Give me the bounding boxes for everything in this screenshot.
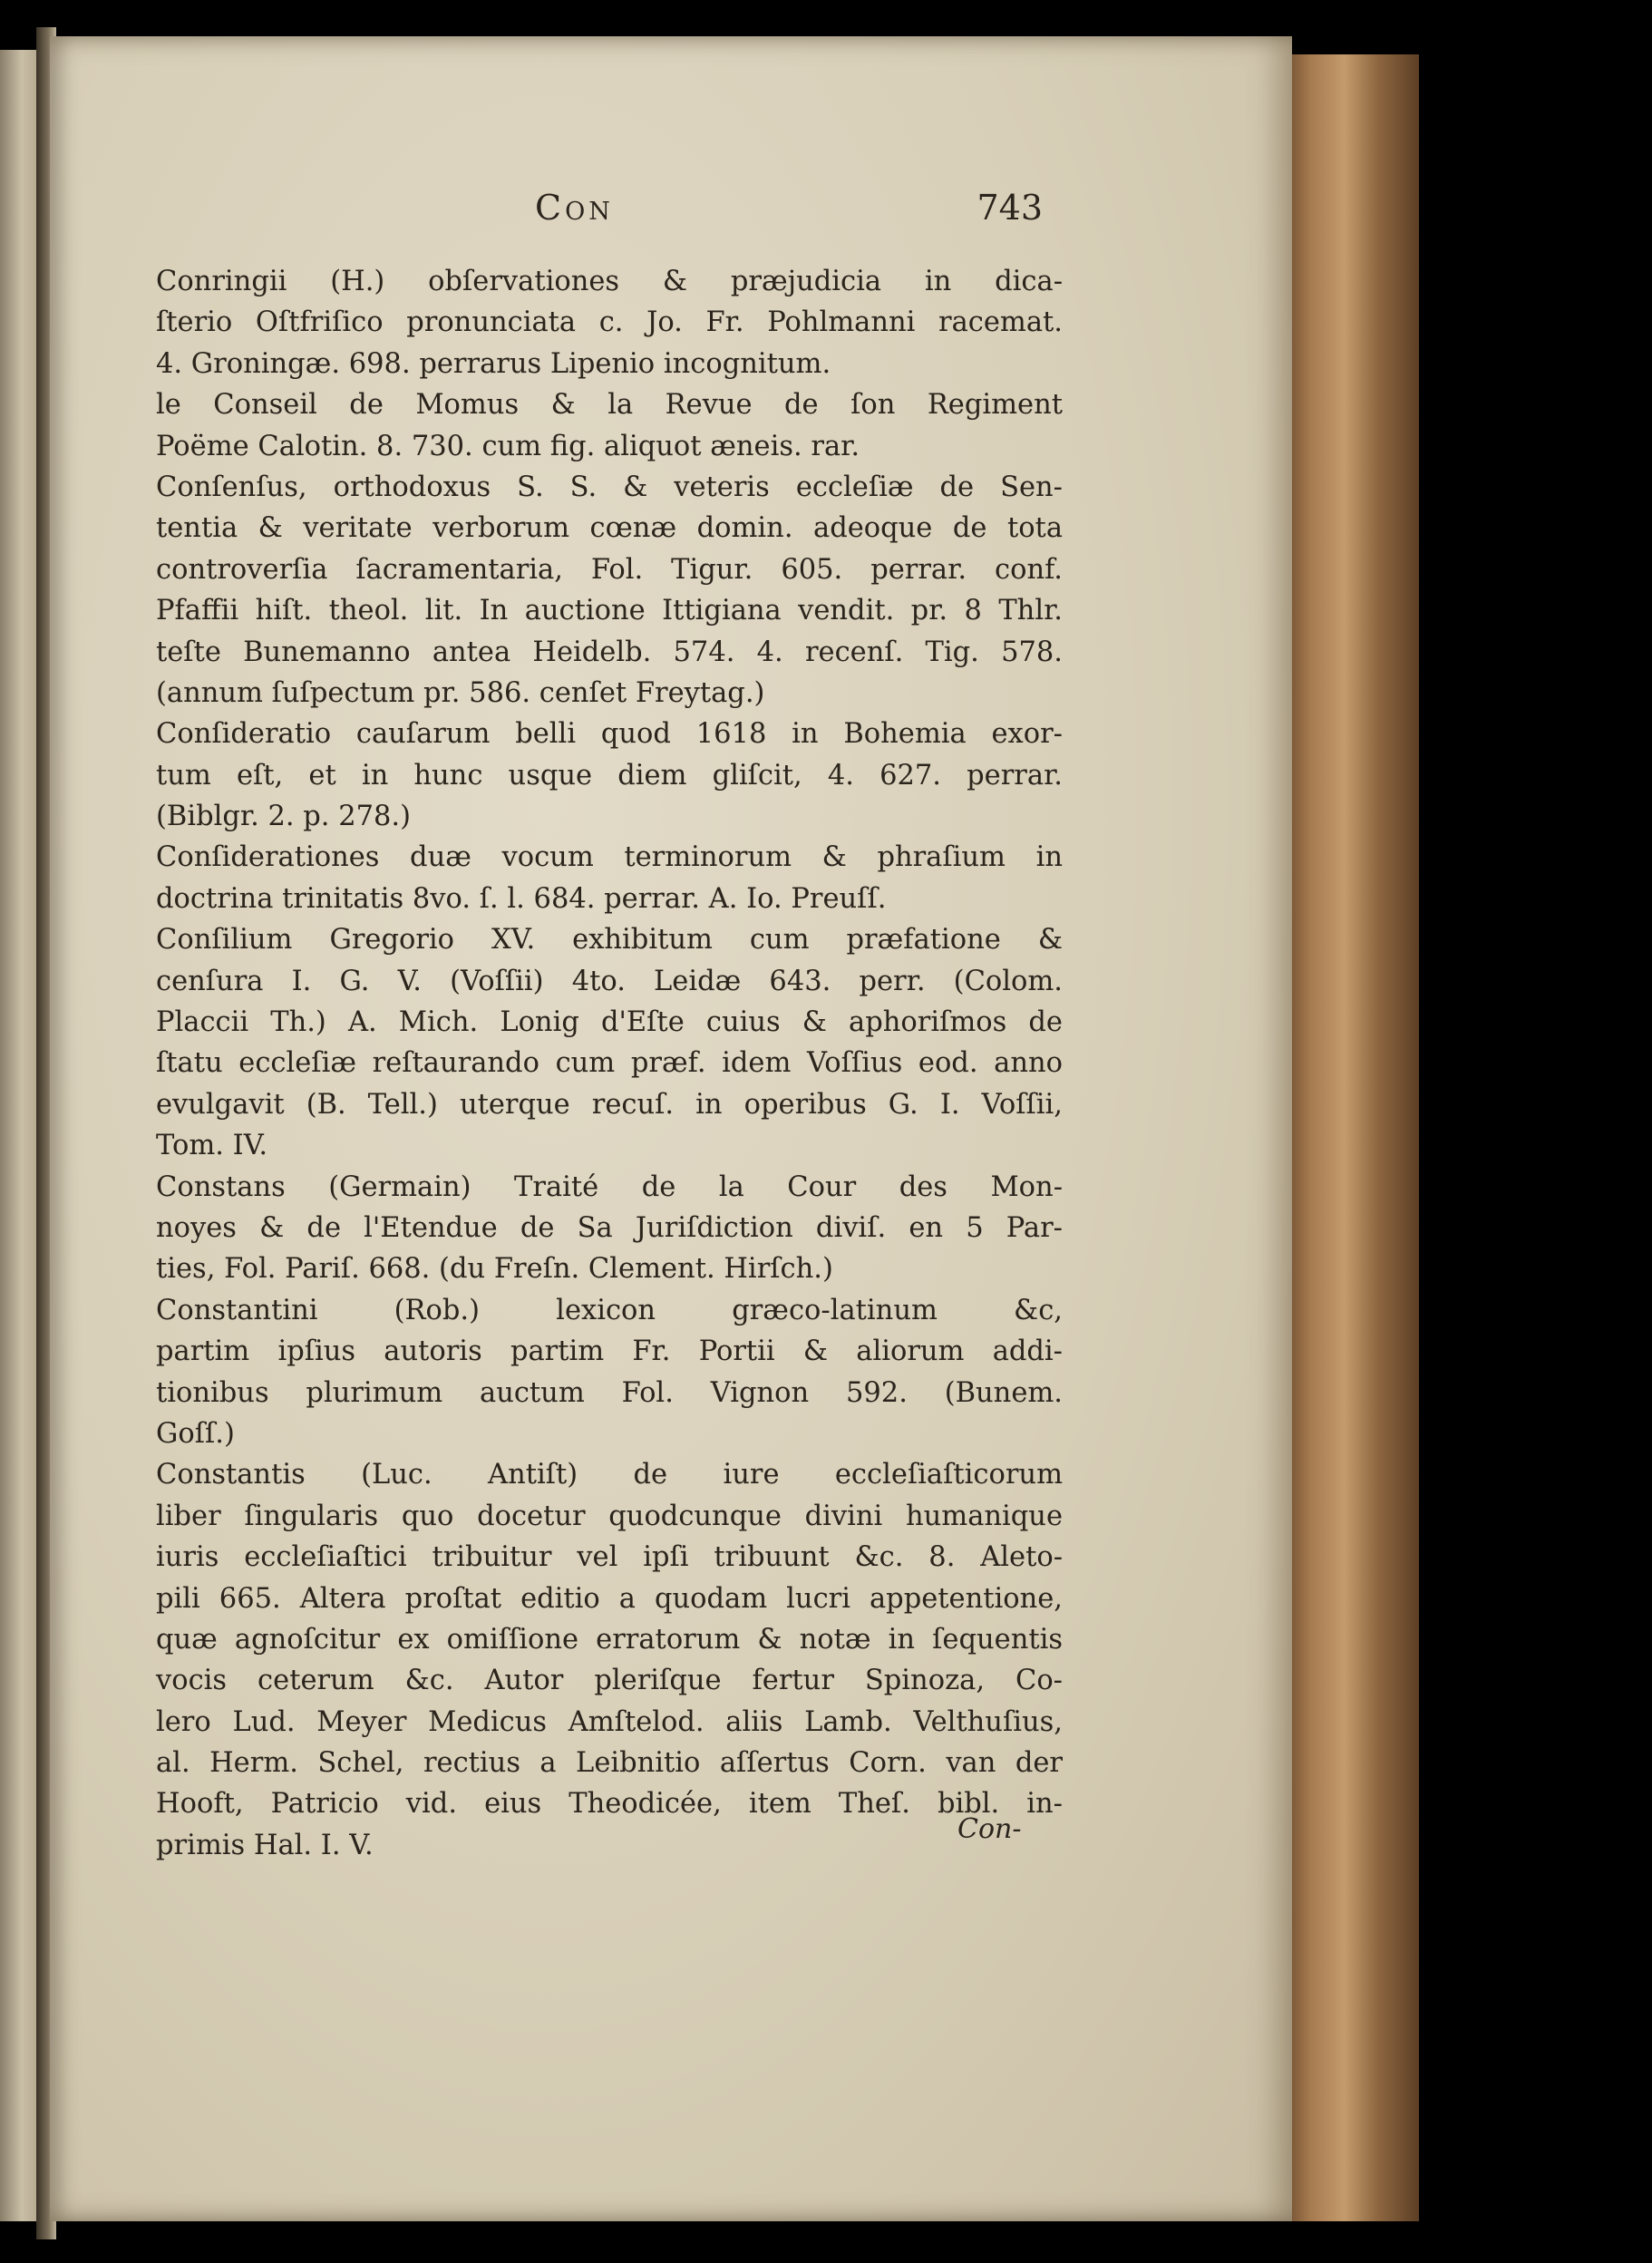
text-line: doctrina trinitatis 8vo. ſ. l. 684. perrar. A. Io. Preuſſ. xyxy=(156,882,887,915)
text-line: al. Herm. Schel, rectius a Leibnitio aſſertus Corn. van der xyxy=(156,1747,1063,1780)
text-line: controverſia ſacramentaria, Fol. Tigur. 605. perrar. conf. xyxy=(156,553,1063,586)
text-line: tentia & veritate verborum cœnæ domin. adeoque de tota xyxy=(156,512,1063,545)
text-line: liber ſingularis quo docetur quodcunque divini humanique xyxy=(156,1500,1063,1532)
page-number: 743 xyxy=(977,188,1043,228)
text-line: vocis ceterum &c. Autor pleriſque fertur Spinoza, Co- xyxy=(156,1665,1063,1697)
text-line: ſterio Oſtfriſico pronunciata c. Jo. Fr. Pohlmanni racemat. xyxy=(156,306,1063,339)
text-line: Goſſ.) xyxy=(156,1417,235,1450)
text-line: Conſideratio cauſarum belli quod 1618 in Bohemia exor- xyxy=(156,718,1063,751)
text-line: 4. Groningæ. 698. perrarus Lipenio incognitum. xyxy=(156,347,831,380)
text-line: ſtatu eccleſiæ reſtaurando cum præf. idem Voſſius eod. anno xyxy=(156,1047,1063,1080)
text-line: Conſenſus, orthodoxus S. S. & veteris eccleſiæ de Sen- xyxy=(156,471,1063,503)
text-line: Conringii (H.) obſervationes & præjudicia in dica- xyxy=(156,266,1063,297)
text-line: ties, Fol. Pariſ. 668. (du Freſn. Clement. Hirſch.) xyxy=(156,1253,833,1286)
text-line: (annum ſuſpectum pr. 586. cenſet Freytag.) xyxy=(156,676,765,709)
text-line: primis Hal. I. V. xyxy=(156,1829,374,1861)
body-text xyxy=(156,261,1063,1866)
text-line: Constans (Germain) Traité de la Cour des Mon- xyxy=(156,1170,1063,1203)
text-line: noyes & de l'Etendue de Sa Juriſdiction diviſ. en 5 Par- xyxy=(156,1211,1063,1244)
text-line: cenſura I. G. V. (Voſſii) 4to. Leidæ 643. perr. (Colom. xyxy=(156,965,1063,997)
text-line: iuris eccleſiaſtici tribuitur vel ipſi tribuunt &c. 8. Aleto- xyxy=(156,1541,1063,1574)
previous-page-edge xyxy=(0,50,36,2221)
book-cover xyxy=(1283,54,1419,2221)
text-line: (Biblgr. 2. p. 278.) xyxy=(156,801,412,833)
text-line: evulgavit (B. Tell.) uterque recuſ. in operibus G. I. Voſſii, xyxy=(156,1088,1063,1121)
text-line: tum eſt, et in hunc usque diem gliſcit, 4. 627. perrar. xyxy=(156,759,1063,792)
catchword: Con- xyxy=(957,1813,1022,1845)
text-line: Conſiderationes duæ vocum terminorum & phraſium in xyxy=(156,841,1063,874)
text-line: Poëme Calotin. 8. 730. cum fig. aliquot æneis. rar. xyxy=(156,430,860,462)
text-line: pili 665. Altera proſtat editio a quodam lucri appetentione, xyxy=(156,1582,1063,1615)
text-line: le Conseil de Momus & la Revue de ſon Regiment xyxy=(156,389,1063,422)
text-line: Constantini (Rob.) lexicon græco-latinum &c, xyxy=(156,1294,1063,1326)
text-line: partim ipſius autoris partim Fr. Portii & aliorum addi- xyxy=(156,1335,1063,1368)
text-line: Constantis (Luc. Antiſt) de iure eccleſiaſticorum xyxy=(156,1459,1063,1491)
text-line: Hooft, Patricio vid. eius Theodicée, item Theſ. bibl. in- xyxy=(156,1788,1063,1821)
text-line: Placcii Th.) A. Mich. Lonig d'Eſte cuius & aphoriſmos de xyxy=(156,1006,1063,1039)
text-line: Tom. IV. xyxy=(156,1130,268,1162)
text-line: Conſilium Gregorio XV. exhibitum cum præfatione & xyxy=(156,924,1063,957)
text-line: tionibus plurimum auctum Fol. Vignon 592. (Bunem. xyxy=(156,1376,1063,1409)
running-head: Con xyxy=(535,188,614,228)
text-line: quæ agnoſcitur ex omiſſione erratorum & notæ in ſequentis xyxy=(156,1623,1063,1656)
text-line: Pfaffii hiſt. theol. lit. In auctione Ittigiana vendit. pr. 8 Thlr. xyxy=(156,595,1063,627)
page-header xyxy=(535,188,1043,235)
text-line: teſte Bunemanno antea Heidelb. 574. 4. recenſ. Tig. 578. xyxy=(156,636,1063,668)
text-line: lero Lud. Meyer Medicus Amſtelod. aliis Lamb. Velthuſius, xyxy=(156,1705,1063,1738)
